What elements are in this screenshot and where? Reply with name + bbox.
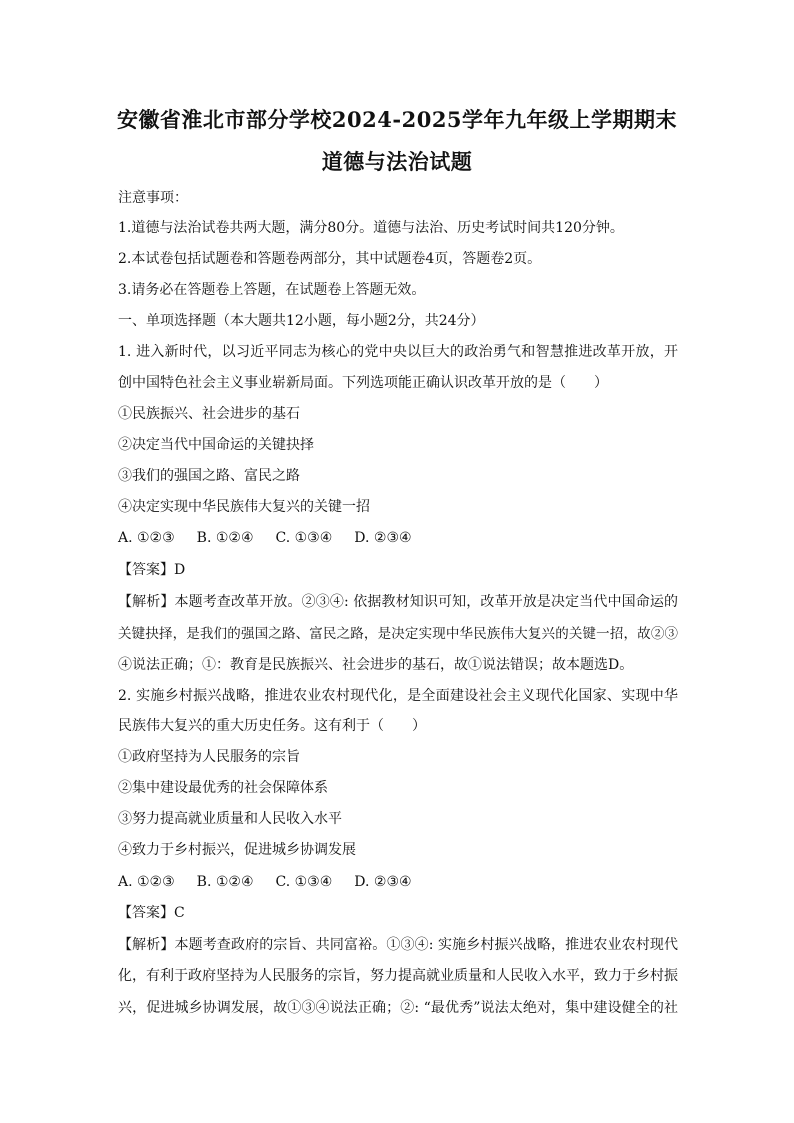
question-2-answer: 【答案】C bbox=[118, 905, 185, 921]
question-2-statement: ②集中建设最优秀的社会保障体系 bbox=[118, 780, 328, 796]
question-2-analysis: 兴，促进城乡协调发展，故①③④说法正确；②: “最优秀”说法太绝对，集中建设健全的社 bbox=[118, 1000, 678, 1016]
option-b: B. ①②④ bbox=[196, 530, 254, 546]
question-2-statement: ④致力于乡村振兴，促进城乡协调发展 bbox=[118, 842, 356, 858]
question-1-analysis: ④说法正确；①：教育是民族振兴、社会进步的基石，故①说法错误；故本题选D。 bbox=[118, 657, 634, 673]
option-b: B. ①②④ bbox=[196, 874, 254, 890]
notice-heading: 注意事项： bbox=[118, 190, 188, 206]
notice-item: 3.请务必在答题卷上答题，在试题卷上答题无效。 bbox=[118, 282, 426, 298]
option-c: C. ①③④ bbox=[275, 874, 333, 890]
option-d: D. ②③④ bbox=[354, 530, 412, 546]
question-1-analysis: 【解析】本题考查改革开放。②③④: 依据教材知识可知，改革开放是决定当代中国命运的 bbox=[118, 594, 678, 610]
option-a: A. ①②③ bbox=[118, 530, 175, 546]
question-2-stem: 2. 实施乡村振兴战略，推进农业农村现代化，是全面建设社会主义现代化国家、实现中华 bbox=[118, 688, 678, 704]
option-d: D. ②③④ bbox=[354, 874, 412, 890]
option-a: A. ①②③ bbox=[118, 874, 175, 890]
question-2-analysis: 【解析】本题考查政府的宗旨、共同富裕。①③④: 实施乡村振兴战略，推进农业农村现代 bbox=[118, 937, 678, 953]
section-heading: 一、单项选择题（本大题共12小题，每小题2分，共24分） bbox=[118, 313, 485, 329]
question-1-analysis: 关键抉择，是我们的强国之路、富民之路，是决定实现中华民族伟大复兴的关键一招，故②③ bbox=[118, 626, 678, 642]
option-c: C. ①③④ bbox=[275, 530, 333, 546]
question-1-stem: 创中国特色社会主义事业崭新局面。下列选项能正确认识改革开放的是（ ） bbox=[118, 375, 608, 391]
question-2-options bbox=[118, 872, 678, 892]
question-1-statement: ④决定实现中华民族伟大复兴的关键一招 bbox=[118, 499, 370, 515]
question-2-statement: ③努力提高就业质量和人民收入水平 bbox=[118, 811, 342, 827]
notice-item: 2.本试卷包括试题卷和答题卷两部分，其中试题卷4页，答题卷2页。 bbox=[118, 251, 542, 267]
question-1-options bbox=[118, 528, 678, 548]
question-2-analysis: 化，有利于政府坚持为人民服务的宗旨，努力提高就业质量和人民收入水平，致力于乡村振 bbox=[118, 968, 678, 984]
question-1-answer: 【答案】D bbox=[118, 562, 186, 578]
question-2-statement: ①政府坚持为人民服务的宗旨 bbox=[118, 749, 300, 765]
question-1-statement: ③我们的强国之路、富民之路 bbox=[118, 468, 300, 484]
question-1-statement: ②决定当代中国命运的关键抉择 bbox=[118, 437, 314, 453]
question-1-stem: 1. 进入新时代，以习近平同志为核心的党中央以巨大的政治勇气和智慧推进改革开放，开 bbox=[118, 344, 678, 360]
question-2-stem: 民族伟大复兴的重大历史任务。这有利于（ ） bbox=[118, 718, 426, 734]
question-1-statement: ①民族振兴、社会进步的基石 bbox=[118, 406, 300, 422]
notice-item: 1.道德与法治试卷共两大题，满分80分。道德与法治、历史考试时间共120分钟。 bbox=[118, 220, 624, 236]
document-subtitle: 道德与法治试题 bbox=[321, 149, 473, 174]
document-title: 安徽省淮北市部分学校2024-2025学年九年级上学期期末 bbox=[116, 107, 678, 132]
